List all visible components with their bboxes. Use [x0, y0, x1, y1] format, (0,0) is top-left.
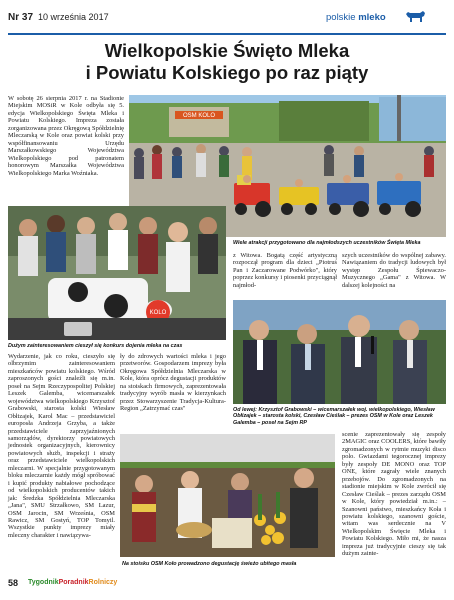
- issue-info: [8, 12, 109, 23]
- column-2: ły do zdrowych wartości mleka i jego przetworów. Gospodarzem imprezy była Okręgowa Spółdzielnia Mleczarska w Kole, która oprócz degustacji produktów na stoiskach firmowych, zaprezentowała tradycyjny wyrób masła w kierzynkach przez Stowarzyszenie Tradycja-Kultura-Region „Zatrzymać czas": [120, 353, 226, 413]
- issue-number: Nr 37: [8, 12, 34, 23]
- milking-contest-scene: [8, 206, 226, 340]
- magazine-name-part-2: Poradnik: [58, 579, 89, 586]
- cow-badge: KOLO: [149, 310, 167, 316]
- mid-column-b: szych uczestników do wspólnej zabawy. Nawiązaniem do tradycji ludowych był występ Zespołu Śpiewaczo-Muzycznego „Gama" z Witowa. W dalszej kolejności na: [342, 252, 446, 289]
- page-number: 58: [8, 578, 19, 588]
- header-rule: [8, 33, 446, 35]
- magazine-name-part-3: Rolniczy: [88, 579, 118, 586]
- officials-scene: [233, 300, 446, 404]
- column-3: scenie zaprezentowały się zespoły 2MAGIC oraz COOLERS, które bawiły zgromadzonych w rytmie muzyki disco polo. Gwiazdami tegorocznej imprezy były zespoły DE MONO oraz TOP ONE, które zagrały wiele znanych przebojów. Do zgromadzonych na stadionie miejskim w Kole zwrócił się Czesław Cieślak – prezes zarządu OSM w Kole, który powiedział m.in.: – Szanowni państwo, mieszkańcy Koła i powiatu kolskiego, szanowni goście, witam was serdecznie na V Wielkopolskim Święcie Mleka i Powiatu Kolskiego. Miło mi, że nasza impreza już tradycyjnie cieszy się tak dużym zainte-: [342, 431, 446, 558]
- butter-stand-scene: [120, 434, 335, 557]
- section-brand: [326, 12, 386, 23]
- booth-sign: OSM KOLO: [182, 113, 216, 119]
- article-title: [8, 40, 446, 84]
- caption-tractor-ride: Wiele atrakcji przygotowano dla najmłodszych uczestników Święta Mleka: [233, 240, 421, 246]
- title-line-2: i Powiatu Kolskiego po raz piąty: [85, 62, 369, 83]
- brand-name: mleko: [358, 12, 386, 23]
- magazine-name: [28, 579, 117, 586]
- photo-butter-stand: [120, 434, 335, 557]
- issue-date: 10 września 2017: [38, 12, 109, 22]
- mid-column-a: z Witowa. Bogatą część artystyczną rozpoczął program dla dzieci „Piotruś Pan i Zaczarowane Podwórko", który poprzez konkursy i piosenki przyciągnął najmłod-: [233, 252, 337, 289]
- caption-butter-stand: Na stoisku OSM Koło prowadzono degustację świeżo ubitego masła: [122, 561, 297, 567]
- photo-officials: [233, 300, 446, 404]
- brand-prefix: polskie: [326, 12, 356, 23]
- caption-milking-contest: Dużym zainteresowaniem cieszył się konkurs dojenia mleka na czas: [8, 343, 183, 349]
- title-line-1: Wielkopolskie Święto Mleka: [104, 40, 350, 61]
- caption-officials: Od lewej: Krzysztof Grabowski – wicemarszałek woj. wielkopolskiego, Wiesław Obłizajek – starosta kolski, Czesław Cieślak – prezes OSM w Kole oraz Leszek Galemba – poseł na Sejm RP: [233, 407, 435, 426]
- cow-icon: [404, 9, 426, 23]
- lead-paragraph: W sobotę 26 sierpnia 2017 r. na Stadionie Miejskim MOSiR w Kole odbyła się 5. edycja Wielkopolskiego Święta Mleka i Powiatu Kolskiego. Impreza została zorganizowana przez Okręgową Spółdzielnię Mleczarską w Kole oraz powiat kolski przy współfinansowaniu Urzędu Marszałkowskiego Województwa Wielkopolskiego pod patronatem honorowym Marszałka Województwa Wielkopolskiego Marka Woźniaka.: [8, 95, 124, 177]
- magazine-name-part-1: Tygodnik: [28, 579, 59, 586]
- column-1: Wydarzenie, jak co roku, cieszyło się olbrzymim zainteresowaniem mieszkańców powiatu kolskiego. Wśród zaproszonych gości znaleźli się m.in. poseł na Sejm Rzeczypospolitej Polskiej Leszek Galemba, wicemarszałek województwa wielkopolskiego Krzysztof Grabowski, starosta kolski Wiesław Obłizajek, Karol Mac – przedstawiciel europosła Andrzeja Grzyba, a także przedstawiciele zaprzyjaźnionych samorządów, dyrektorzy powiatowych jednostek organizacyjnych, kierownicy powiatowych służb, inspekcji i straży oraz przedstawiciele wielkopolskich mleczarni. W specjalnie przygotowanym bloku mleczarnie każdy mógł spróbować i kupić produkty nabiałowe pochodzące od wielkopolskich producentów takich jak: Średzka Spółdzielnia Mleczarska „Jana", SMU Strzałkowo, SM Lazur, OSM Jarocin, SM Września, OSM Rawicz, SM Gostyń, TOP Tomyil. Wszystkie punkty imprezy miały mleczny charakter i nawiązywa-: [8, 353, 115, 539]
- photo-milking-contest: [8, 206, 226, 340]
